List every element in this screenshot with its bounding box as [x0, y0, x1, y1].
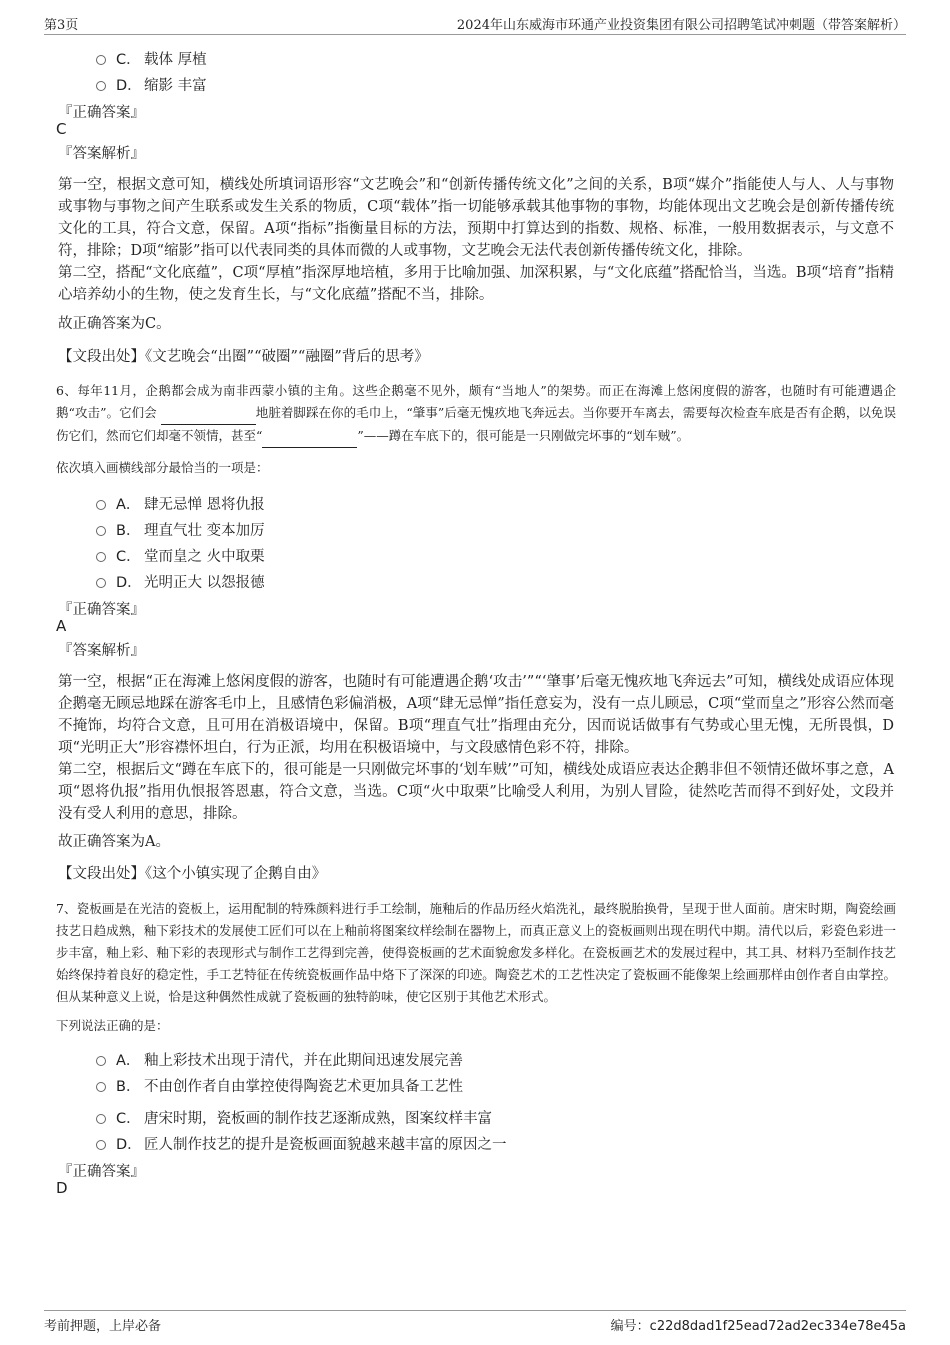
- page-number: 第3页: [44, 18, 79, 33]
- option-c[interactable]: C． 唐宋时期，瓷板画的制作技艺逐渐成熟，图案纹样丰富: [96, 1107, 492, 1128]
- option-c[interactable]: C． 载体 厚植: [96, 48, 207, 69]
- question-prompt: 下列说法正确的是：: [56, 1018, 169, 1033]
- radio-icon[interactable]: [96, 578, 106, 588]
- answer-label: 『正确答案』: [58, 1164, 145, 1180]
- analysis-paragraph: 第一空，根据“正在海滩上悠闲度假的游客，也随时有可能遭遇企鹅‘攻击’”“‘肇事’后毫无愧疚地飞奔远去”可知，横线处成语应体现企鹅毫无顾忌地踩在游客毛巾上，且感情色彩偏消极，A项“肆无忌惮”指任意妄为，没有一点儿顾忌，C项“堂而皇之”形容公然而毫不掩饰，均符合文意，且可用在消极语境中，保留。B项“理直气壮”指理由充分，因而说话做事有气势或心里无愧，无所畏惧，D项“光明正大”形容襟怀坦白，行为正派，均用在积极语境中，与文段感情色彩不符，排除。: [58, 674, 894, 756]
- blank: [161, 402, 256, 425]
- option-a[interactable]: A． 釉上彩技术出现于清代，并在此期间迅速发展完善: [96, 1049, 463, 1070]
- radio-icon[interactable]: [96, 1140, 106, 1150]
- analysis-label: 『答案解析』: [58, 146, 145, 162]
- radio-icon[interactable]: [96, 526, 106, 536]
- option-d[interactable]: D． 光明正大 以怨报德: [96, 571, 265, 592]
- option-a[interactable]: A． 肆无忌惮 恩将仇报: [96, 493, 265, 514]
- radio-icon[interactable]: [96, 81, 106, 91]
- analysis-label: 『答案解析』: [58, 643, 145, 659]
- answer-value: C: [56, 120, 67, 138]
- radio-icon[interactable]: [96, 552, 106, 562]
- document-title: 2024年山东威海市环通产业投资集团有限公司招聘笔试冲刺题（带答案解析）: [456, 18, 906, 33]
- option-d[interactable]: D． 缩影 丰富: [96, 74, 207, 95]
- analysis-paragraph: 第二空，根据后文“蹲在车底下的，很可能是一只刚做完坏事的‘划车贼’”可知，横线处成语应表达企鹅非但不领情还做坏事之意，A项“恩将仇报”指用仇恨报答恩惠，符合文意，当选。C项“火中取栗”比喻受人利用，为别人冒险，徒然吃苦而得不到好处，文段并没有受人利用的意思，排除。: [58, 762, 894, 822]
- conclusion: 故正确答案为A。: [58, 834, 170, 850]
- option-d[interactable]: D． 匠人制作技艺的提升是瓷板画面貌越来越丰富的原因之一: [96, 1133, 507, 1154]
- option-c[interactable]: C． 堂而皇之 火中取栗: [96, 545, 265, 566]
- document-id: 编号：c22d8dad1f25ead72ad2ec334e78e45a: [610, 1319, 906, 1334]
- question-prompt: 依次填入画横线部分最恰当的一项是：: [56, 460, 269, 475]
- answer-value: D: [56, 1179, 68, 1197]
- conclusion: 故正确答案为C。: [58, 316, 171, 332]
- answer-label: 『正确答案』: [58, 105, 145, 121]
- option-b[interactable]: B． 理直气壮 变本加厉: [96, 519, 265, 540]
- radio-icon[interactable]: [96, 55, 106, 65]
- analysis-paragraph: 第一空，根据文意可知，横线处所填词语形容“文艺晚会”和“创新传播传统文化”之间的关系，B项“媒介”指能使人与人、人与事物或事物与事物之间产生联系或发生关系的物质，C项“载体”指一切能够承载其他事物的事物，均能体现出文艺晚会是创新传播传统文化的工具，符合文意，保留。A项“指标”指衡量目标的方法，预期中打算达到的指数、规格、标准，一般用数据表示，与文意不符，排除；D项“缩影”指可以代表同类的具体而微的人或事物，文艺晚会无法代表创新传播传统文化，排除。: [58, 177, 894, 259]
- question-text: 6、每年11月，企鹅都会成为南非西蒙小镇的主角。这些企鹅毫不见外，颇有“当地人”的架势。而正在海滩上悠闲度假的游客，也随时有可能遭遇企鹅“攻击”。它们会 地脏着脚踩在你的毛巾上，“肇事”后毫无愧疚地飞奔远去。当你要开车离去，需要每次检查车底是否有企鹅，以免误伤它们，然而它们却毫不领情，甚至“ ”——蹲在车底下的，很可能是一只刚做完坏事的“划车贼”。: [56, 380, 896, 448]
- radio-icon[interactable]: [96, 500, 106, 510]
- option-b[interactable]: B． 不由创作者自由掌控使得陶瓷艺术更加具备工艺性: [96, 1075, 463, 1096]
- analysis-paragraph: 第二空，搭配“文化底蕴”，C项“厚植”指深厚地培植，多用于比喻加强、加深积累，与“文化底蕴”搭配恰当，当选。B项“培育”指精心培养幼小的生物，使之发育生长，与“文化底蕴”搭配不当，排除。: [58, 265, 894, 303]
- radio-icon[interactable]: [96, 1056, 106, 1066]
- answer-value: A: [56, 617, 67, 635]
- radio-icon[interactable]: [96, 1082, 106, 1092]
- question-text: 7、瓷板画是在光洁的瓷板上，运用配制的特殊颜料进行手工绘制，施釉后的作品历经火焰洗礼，最终脱胎换骨，呈现于世人面前。唐宋时期，陶瓷绘画技艺日趋成熟，釉下彩技术的发展使工匠们可以在上釉前将图案纹样绘制在器物上，而真正意义上的瓷板画则出现在明代中期。清代以后，彩瓷色彩进一步丰富，釉上彩、釉下彩的表现形式与制作工艺得到完善，使得瓷板画的艺术面貌愈发多样化。在瓷板画艺术的发展过程中，其工具、材料乃至制作技艺始终保持着良好的稳定性，手工艺特征在传统瓷板画作品中烙下了深深的印迹。陶瓷艺术的工艺性决定了瓷板画不能像架上绘画那样由创作者自由掌控。但从某种意义上说，恰是这种偶然性成就了瓷板画的独特韵味，使它区别于其他艺术形式。: [56, 901, 896, 1004]
- page-header: [44, 14, 906, 35]
- source: 【文段出处】《文艺晚会“出圈”“破圈”“融圈”背后的思考》: [58, 349, 429, 365]
- radio-icon[interactable]: [96, 1114, 106, 1124]
- blank: [262, 425, 357, 448]
- answer-label: 『正确答案』: [58, 602, 145, 618]
- page-footer: [44, 1310, 906, 1334]
- source: 【文段出处】《这个小镇实现了企鹅自由》: [58, 866, 327, 882]
- footer-slogan: 考前押题，上岸必备: [44, 1319, 162, 1334]
